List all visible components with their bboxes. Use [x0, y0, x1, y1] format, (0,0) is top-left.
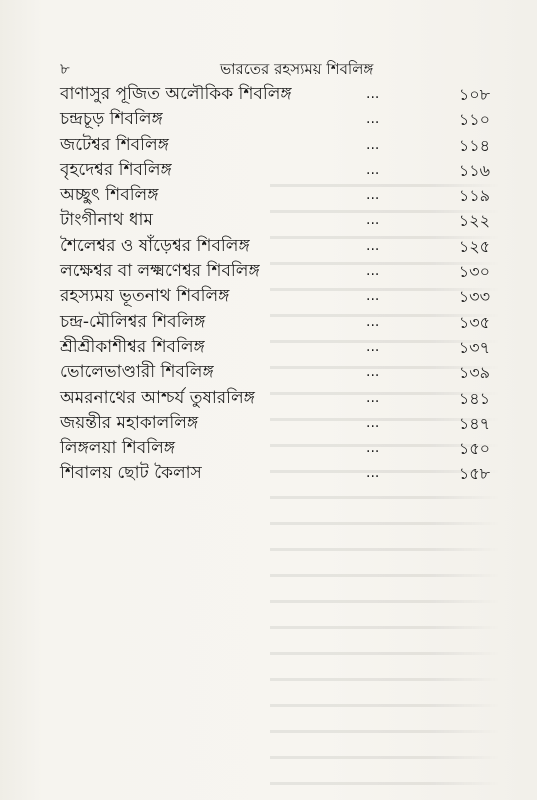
toc-entry [60, 436, 492, 461]
toc-entry-title: জটেশ্বর শিবলিঙ্গ [60, 134, 169, 155]
toc-entry-title: চন্দ্র-মৌলিশ্বর শিবলিঙ্গ [60, 311, 206, 332]
toc-entry-leader: ... [366, 414, 380, 431]
toc-entry-title: চন্দ্রচূড় শিবলিঙ্গ [60, 109, 163, 130]
toc-entry-page-number: ১২২ [458, 211, 490, 231]
toc-entry-page-number: ১৫০ [458, 439, 490, 459]
toc-entry-page-number: ১৩৯ [458, 363, 490, 383]
toc-entry-page-number: ১১৯ [458, 186, 490, 206]
toc-entry-leader: ... [366, 288, 380, 305]
toc-entry [60, 335, 492, 360]
toc-entry-leader: ... [366, 237, 380, 254]
toc-entry-title: শ্রীশ্রীকাশীশ্বর শিবলিঙ্গ [60, 336, 205, 357]
toc-entry-leader: ... [366, 440, 380, 457]
toc-entry-leader: ... [366, 136, 380, 153]
toc-entry-title: অচ্ছুৎ শিবলিঙ্গ [60, 185, 159, 206]
table-of-contents [60, 82, 492, 487]
toc-entry [60, 107, 492, 132]
toc-entry-title: শৈলেশ্বর ও ষাঁড়েশ্বর শিবলিঙ্গ [60, 235, 250, 256]
toc-entry-leader: ... [366, 263, 380, 280]
toc-entry [60, 234, 492, 259]
toc-entry-leader: ... [366, 338, 380, 355]
toc-entry-page-number: ১০৮ [458, 85, 490, 104]
toc-entry [60, 284, 492, 309]
toc-entry-title: লিঙ্গলয়া শিবলিঙ্গ [60, 438, 176, 459]
toc-entry-title: শিবালয় ছোট কৈলাস [60, 463, 202, 484]
page-number: ৮ [60, 60, 70, 78]
toc-entry-leader: ... [366, 161, 380, 178]
toc-entry-page-number: ১৩৩ [458, 287, 490, 307]
toc-entry [60, 133, 492, 158]
toc-entry-leader: ... [366, 389, 380, 406]
toc-entry-title: টাংগীনাথ ধাম [60, 210, 153, 231]
toc-entry-title: বাণাসুর পূজিত অলৌকিক শিবলিঙ্গ [60, 84, 292, 104]
toc-entry [60, 208, 492, 233]
toc-entry-leader: ... [366, 364, 380, 381]
toc-entry [60, 411, 492, 436]
toc-entry [60, 310, 492, 335]
toc-entry [60, 183, 492, 208]
toc-entry-title: অমরনাথের আশ্চর্য তুষারলিঙ্গ [60, 387, 255, 408]
toc-entry-page-number: ১৩৫ [458, 312, 490, 332]
toc-entry-leader: ... [366, 187, 380, 204]
page-header [60, 58, 491, 80]
toc-entry-page-number: ১৪১ [458, 388, 490, 408]
toc-entry-title: রহস্যময় ভূতনাথ শিবলিঙ্গ [60, 286, 230, 307]
toc-entry-page-number: ১১৬ [458, 160, 490, 180]
toc-entry-page-number: ১১০ [458, 110, 490, 130]
toc-entry [60, 386, 492, 411]
toc-entry-page-number: ১৩০ [458, 262, 490, 282]
toc-entry [60, 82, 492, 107]
toc-entry-page-number: ১৪৭ [458, 413, 490, 433]
toc-entry-leader: ... [366, 212, 380, 229]
toc-entry-leader: ... [366, 465, 380, 482]
toc-entry [60, 360, 492, 385]
toc-entry [60, 259, 492, 284]
toc-entry-title: ভোলেভাণ্ডারী শিবলিঙ্গ [60, 362, 214, 383]
toc-entry-leader: ... [366, 313, 380, 330]
toc-entry-title: বৃহদেশ্বর শিবলিঙ্গ [60, 159, 172, 180]
toc-entry-page-number: ১২৫ [458, 236, 490, 256]
toc-entry [60, 461, 492, 486]
running-title: ভারতের রহস্যময় শিবলিঙ্গ [220, 60, 374, 78]
toc-entry-leader: ... [366, 111, 380, 128]
toc-entry-leader: ... [366, 86, 380, 102]
toc-entry-title: জয়ন্তীর মহাকাললিঙ্গ [60, 412, 199, 433]
toc-entry [60, 158, 492, 183]
toc-entry-page-number: ১৫৮ [458, 464, 490, 484]
toc-entry-page-number: ১১৪ [458, 135, 490, 155]
toc-entry-page-number: ১৩৭ [458, 337, 490, 357]
toc-entry-title: লক্ষেশ্বর বা লক্ষ্মণেশ্বর শিবলিঙ্গ [60, 261, 260, 282]
